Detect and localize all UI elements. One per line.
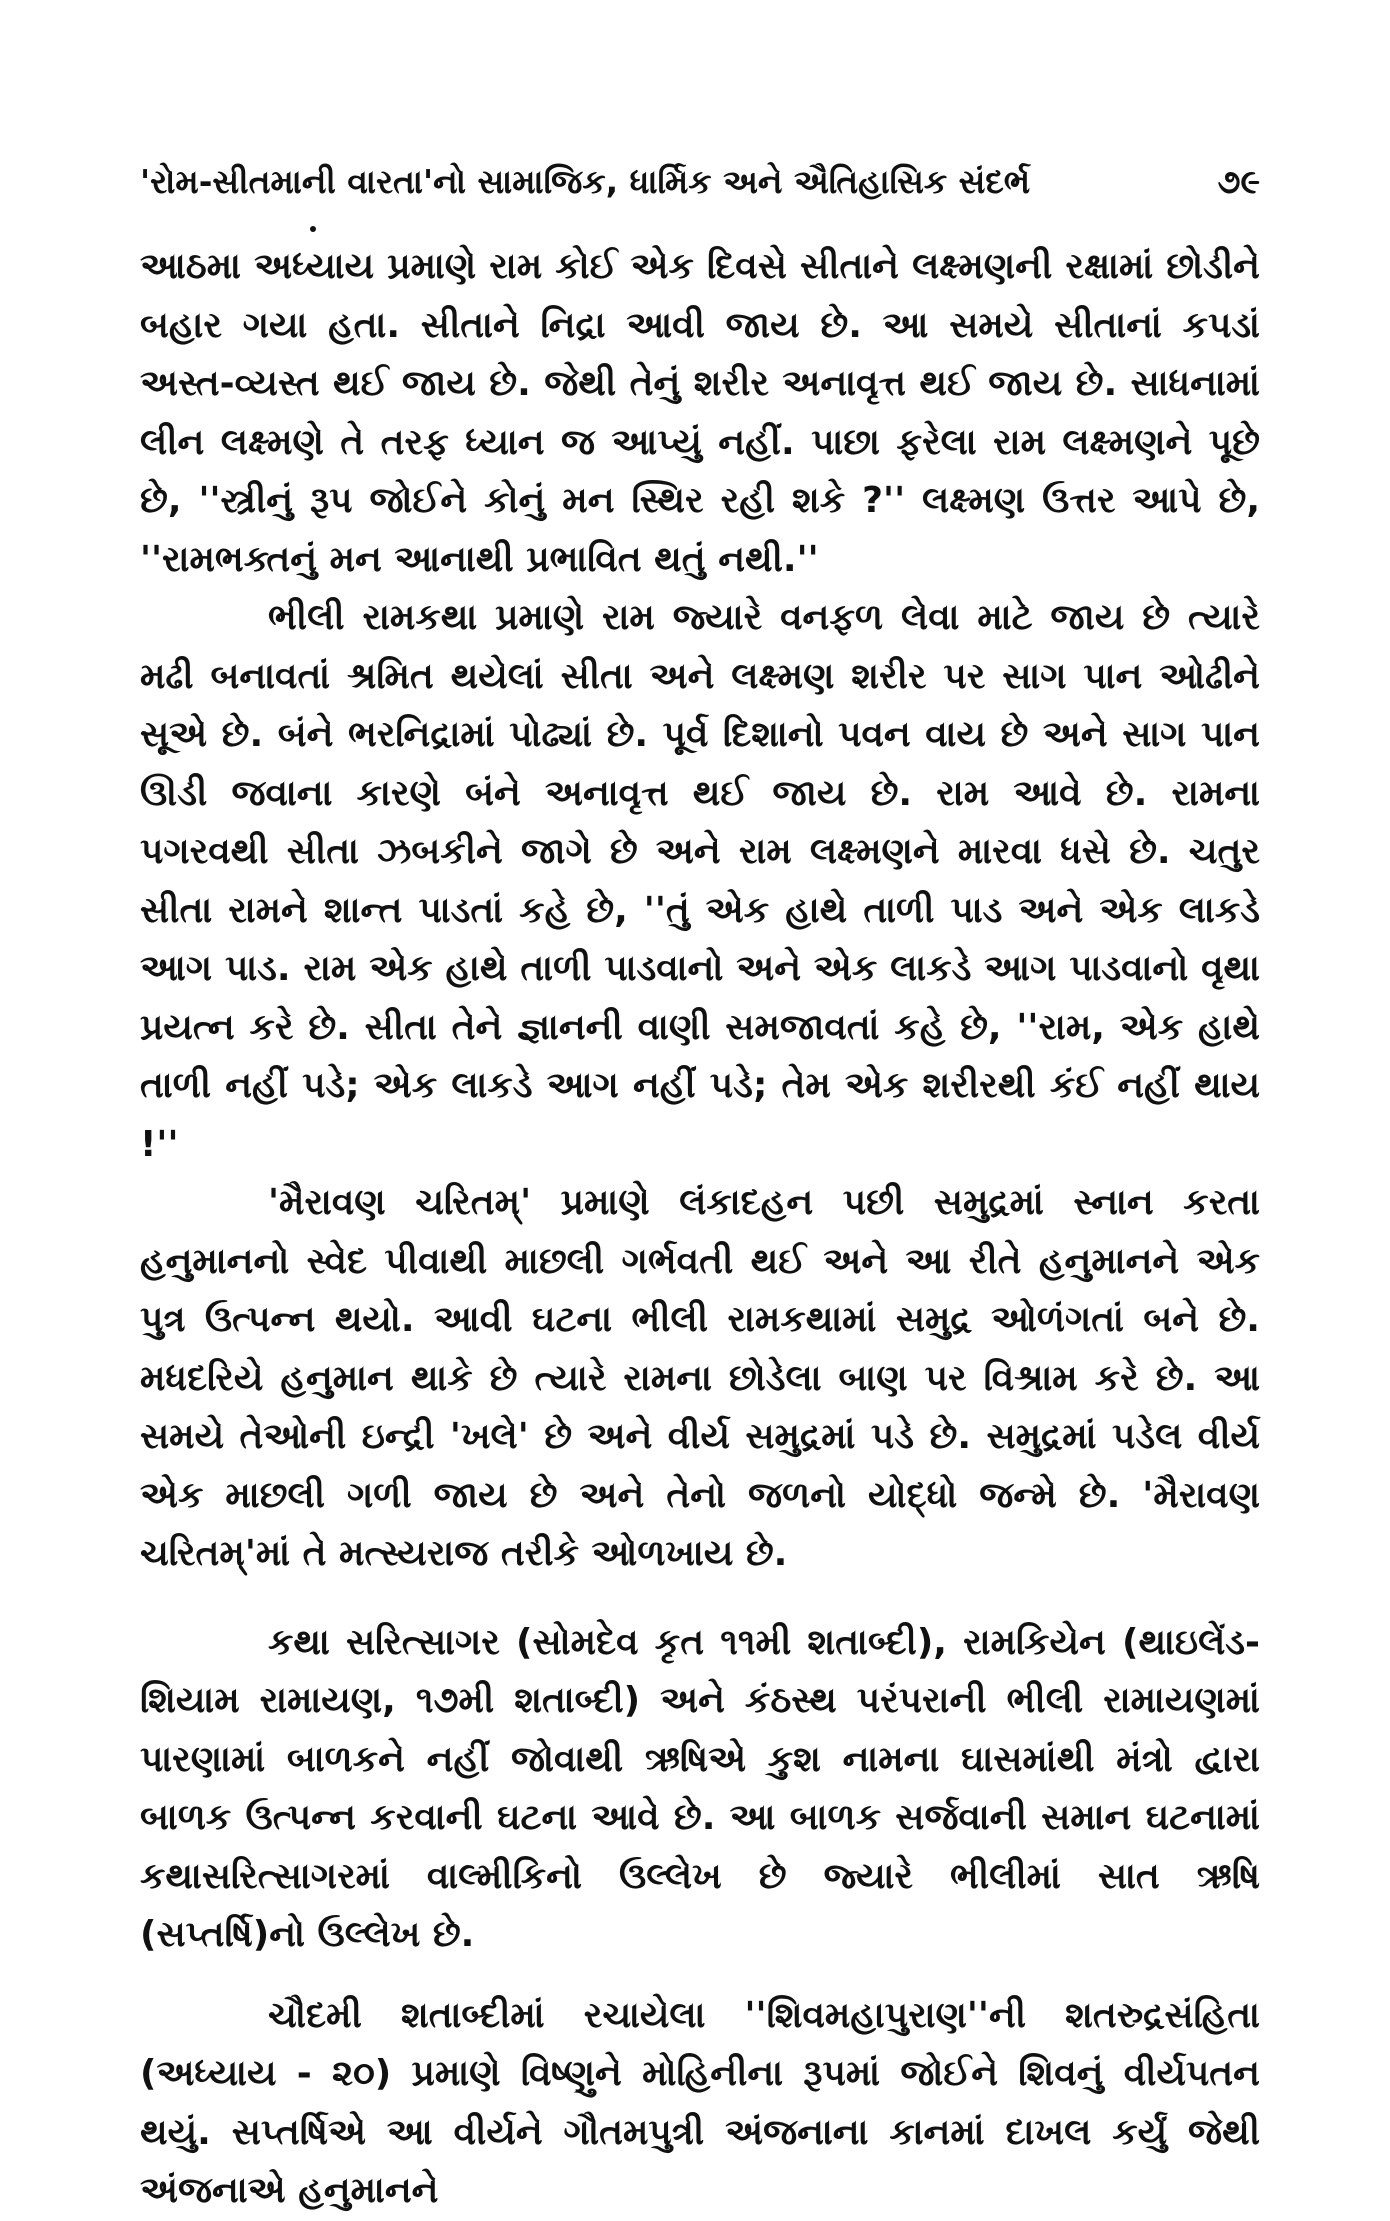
running-head xyxy=(140,152,1260,212)
paragraph-2: ભીલી રામકથા પ્રમાણે રામ જ્યારે વનફળ લેવા માટે જાય છે ત્યારે મઢી બનાવતાં શ્રમિત થયેલાં સીતા અને લક્ષ્મણ શરીર પર સાગ પાન ઓઢીને સૂએ છે. બંને ભરનિદ્રામાં પોઢ્યાં છે. પૂર્વ દિશાનો પવન વાય છે અને સાગ પાન ઊડી જવાના કારણે બંને અનાવૃત્ત થઈ જાય છે. રામ આવે છે. રામના પગરવથી સીતા ઝબકીને જાગે છે અને રામ લક્ષ્મણને મારવા ધસે છે. ચતુર સીતા રામને શાન્ત પાડતાં કહે છે, ''તું એક હાથે તાળી પાડ અને એક લાકડે આગ પાડ. રામ એક હાથે તાળી પાડવાનો અને એક લાકડે આગ પાડવાનો વૃથા પ્રયત્ન કરે છે. સીતા તેને જ્ઞાનની વાણી સમજાવતાં કહે છે, ''રામ, એક હાથે તાળી નહીં પડે; એક લાકડે આગ નહીં પડે; તેમ એક શરીરથી કંઈ નહીં થાય !'' xyxy=(140,597,1260,1165)
print-mark-dot xyxy=(310,226,316,232)
paragraph-3: 'મૈરાવણ ચરિતમ્' પ્રમાણે લંકાદહન પછી સમુદ્રમાં સ્નાન કરતા હનુમાનનો સ્વેદ પીવાથી માછલી ગર્ભવતી થઈ અને આ રીતે હનુમાનને એક પુત્ર ઉત્પન્ન થયો. આવી ઘટના ભીલી રામકથામાં સમુદ્ર ઓળંગતાં બને છે. મધદરિયે હનુમાન થાકે છે ત્યારે રામના છોડેલા બાણ પર વિશ્રામ કરે છે. આ સમયે તેઓની ઇન્દ્રી 'ખલે' છે અને વીર્ય સમુદ્રમાં પડે છે. સમુદ્રમાં પડેલ વીર્ય એક માછલી ગળી જાય છે અને તેનો જળનો યોદ્ધો જન્મે છે. 'મૈરાવણ ચરિતમ્'માં તે મત્સ્યરાજ તરીકે ઓળખાય છે. xyxy=(140,1182,1260,1574)
paragraph-4: કથા સરિત્સાગર (સોમદેવ કૃત ૧૧મી શતાબ્દી), રામકિયેન (થાઇલેંડ-શિયામ રામાયણ, ૧૭મી શતાબ્દી) અને કંઠસ્થ પરંપરાની ભીલી રામાયણમાં પારણામાં બાળકને નહીં જોવાથી ઋષિએ કુશ નામના ઘાસમાંથી મંત્રો દ્વારા બાળક ઉત્પન્ન કરવાની ઘટના આવે છે. આ બાળક સર્જવાની સમાન ઘટનામાં કથાસરિત્સાગરમાં વાલ્મીકિનો ઉલ્લેખ છે જ્યારે ભીલીમાં સાત ઋષિ (સપ્તર્ષિ)નો ઉલ્લેખ છે. xyxy=(140,1621,1260,1955)
paragraph-5: ચૌદમી શતાબ્દીમાં રચાયેલા ''શિવમહાપુરાણ''ની શતરુદ્રસંહિતા (અધ્યાય - ૨૦) પ્રમાણે વિષ્ણુને મોહિનીના રૂપમાં જોઈને શિવનું વીર્યપતન થયું. સપ્તર્ષિએ આ વીર્યને ગૌતમપુત્રી અંજનાના કાનમાં દાખલ કર્યું જેથી અંજનાએ હનુમાનને xyxy=(140,1994,1260,2211)
body-text xyxy=(140,238,1260,2221)
chapter-title: 'રોમ-સીતમાની વારતા'નો સામાજિક, ધાર્મિક અને ઐતિહાસિક સંદર્ભ xyxy=(140,162,1031,201)
paragraph-1: આઠમા અધ્યાય પ્રમાણે રામ કોઈ એક દિવસે સીતાને લક્ષ્મણની રક્ષામાં છોડીને બહાર ગયા હતા. સીતાને નિદ્રા આવી જાય છે. આ સમયે સીતાનાં કપડાં અસ્ત-વ્યસ્ત થઈ જાય છે. જેથી તેનું શરીર અનાવૃત્ત થઈ જાય છે. સાધનામાં લીન લક્ષ્મણે તે તરફ ધ્યાન જ આપ્યું નહીં. પાછા ફરેલા રામ લક્ષ્મણને પૂછે છે, ''સ્ત્રીનું રૂપ જોઈને કોનું મન સ્થિર રહી શકે ?'' લક્ષ્મણ ઉત્તર આપે છે, ''રામભક્તનું મન આનાથી પ્રભાવિત થતું નથી.'' xyxy=(140,246,1260,580)
page-number: ૭૯ xyxy=(1217,162,1260,201)
